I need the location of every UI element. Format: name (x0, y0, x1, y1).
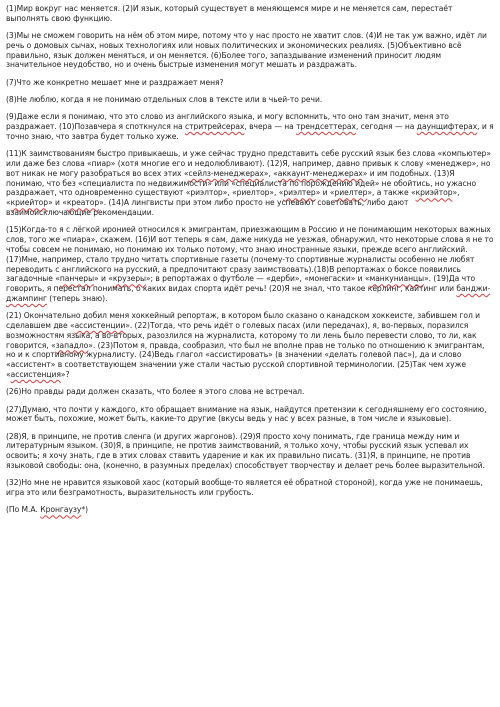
text-segment: ». (14)А лингвисты при этом либо просто не успевают советовать, либо дают взаимоисключающие рекомендации. (6, 198, 409, 218)
text-segment: (21) Окончательно добил меня хоккейный репортаж, в котором было сказано о канадском хоккеисте, забившем гол и сделавшем две « (6, 311, 480, 331)
text-segment: (15)Когда-то я с лёгкой иронией относился к эмигрантам, приезжающим в Россию и не понимающим некоторых важных слов, того же «пиара», скажем. (16)И вот теперь я сам, даже никуда не уезжая, обнаружил, что некоторые слова я не то чтобы совсем не понимаю, но понимаю их только потому, что знаю иностранные языки, прежде всего английский. (17)Мне, например, стало трудно читать спортивные газеты (почему-то спортивные журналисты особенно не любят переводить с английского на русский, а предпочитают сразу заимствовать).(18)В репортажах о боксе появились загадочные « (6, 225, 494, 284)
spellcheck-word: манкунианцы (369, 274, 425, 284)
text-segment: , вчера — на (244, 122, 297, 132)
text-segment: »? (60, 370, 70, 379)
spellcheck-word: криэйтор (415, 188, 453, 198)
spellcheck-word: даунщифтерах (416, 122, 478, 132)
spellcheck-word: сейлз-менеджерах (188, 168, 264, 178)
spellcheck-word: ассистенции (74, 321, 126, 331)
paragraph (6, 225, 495, 303)
text-segment: (11)К заимствованиям быстро привыкаешь, и уже сейчас трудно представить себе русский язык без слова «компьютер» или даже без слова «пиар» (хотя многие его и недолюбливают). (12)Я, например, давно привык к слову «менеджер», но вот никак не могу разобраться во всех этих « (6, 149, 491, 178)
text-segment: (7)Что же конкретно мешает мне и раздражает меня? (6, 77, 224, 87)
paragraph (6, 78, 495, 88)
spellcheck-word: риелтер (334, 188, 368, 198)
paragraph (6, 31, 495, 70)
paragraph (6, 478, 495, 498)
text-segment: (1)Мир вокруг нас меняется. (2)И язык, который существует в меняющемся мире и не меняется сам, перестаёт выполнять свою функцию. (6, 4, 453, 23)
paragraph (6, 4, 495, 24)
spellcheck-word: панчеры (59, 274, 95, 284)
paragraph (6, 311, 495, 380)
text-segment: », « (263, 168, 278, 178)
text-segment: (28)Я, в принципе, не против сленга (и других жаргонов). (29)Я просто хочу понимать, где граница между ним и литературным языком. (30)Я, в принципе, не против заимствований, я только хочу, чтобы русский язык успевал их освоить; я хочу знать, где в этих словах ставить ударение и как их правильно писать. (31)Я, в принципе, не против языковой свободы: она, (конечно, в разумных пределах) способствует творчеству и делает речь более выразительной. (6, 431, 485, 471)
text-segment: » и « (315, 188, 335, 198)
spellcheck-word: западло (55, 340, 89, 350)
text-segment: (теперь знаю). (46, 293, 108, 303)
text-segment: (26)Но правды ради должен сказать, что более я этого слова не встречал. (6, 387, 305, 397)
text-segment: , и я точно знаю, что завтра будет только хуже. (6, 122, 494, 141)
paragraph (6, 432, 495, 471)
text-segment: (27)Думаю, что почти у каждого, кто обращает внимание на язык, найдутся претензии к сегодняшнему его состоянию, может быть, похожие, может быть, какие-то другие (вкусы ведь у нас у всех разные, в том числе и языковые). (6, 404, 487, 424)
text-segment: ». (22)Тогда, что речь идёт о голевых пасах (или передачах), я, во-первых, поразился возможностям языка, а во-вторых, разозлился на журналиста, которому то ли лень было перевести слово, то ли, как говорится, « (6, 321, 477, 350)
text-segment: *) (81, 505, 88, 515)
text-segment: » и им подобных. (13)Я понимаю, что без «специалиста по недвижимости» или «специалиста по порождению идей» не обойтись, но ужасно раздражает, что одновременно существуют «риэлтор», «риелтор», « (6, 168, 477, 198)
spellcheck-word: криейтор (10, 198, 49, 208)
text-segment: », а также « (367, 188, 416, 198)
spellcheck-word: Кронгаузу (40, 505, 82, 515)
text-segment: (32)Но мне не нравится языковой хаос (который вообще-то является её обратной стороной), когда уже не понимаешь, игра это или безграмотность, выразительность или грубость. (6, 478, 483, 498)
paragraph (6, 387, 495, 397)
text-segment: ». (23)Потом я, правда, сообразил, что был не вполне прав не только по отношению к эмигрантам, но и к спортивному журналисту. (24)Ведь глагол «ассистировать» (в значении «делать голевой пас»), да и слово «ассистент» в соответствующем значении уже стали частью русской спортивной терминологии. (25)Так чем хуже « (6, 340, 485, 379)
paragraph (6, 405, 495, 425)
text-segment: » и « (94, 274, 113, 284)
spellcheck-word: стритрейсерах (185, 122, 245, 132)
text-segment: »; в репортажах о футболе — «дерби», «монегаски» и « (145, 274, 370, 284)
author-attribution (6, 505, 495, 515)
text-segment: ». (19)Да что говорить, я перестал понимать, о каких видах спорта идёт речь! (20)Я не знал, что такое кёрлинг, кайтинг или (6, 274, 476, 294)
spellcheck-word: аккаунт-менеджерах (277, 168, 363, 178)
paragraph (6, 112, 495, 141)
text-segment: (8)Не люблю, когда я не понимаю отдельных слов в тексте или в чьей-то речи. (6, 95, 323, 105)
text-segment: (9)Даже если я понимаю, что это слово из английского языка, и могу вспомнить, что оно там значит, меня это раздражает. (10)Позавчера я споткнулся на (6, 112, 449, 132)
paragraph (6, 149, 495, 218)
spellcheck-word: крузеры (112, 274, 146, 284)
text-segment: », « (6, 188, 460, 208)
text-segment: (По М.А. (6, 505, 41, 515)
text-segment: » и « (48, 198, 67, 208)
text-segment: (3)Мы не сможем говорить на нём об этом мире, потому что у нас просто не хватит слов. (4)И не так уж важно, идёт ли речь о домовых сычах, новых технологиях или новых политических и экономических реалиях. (5)Объективно всё правильно, язык должен меняться, и он меняется. (6)Более того, запаздывание изменений приносит людям значительное неудобство, но и очень быстрые изменения могут мешать и раздражать. (6, 31, 487, 70)
spellcheck-word: ассистенция (10, 370, 61, 379)
text-segment: , сегодня — на (355, 122, 417, 132)
paragraph (6, 95, 495, 105)
spellcheck-word: трендсеттерах (296, 122, 356, 132)
spellcheck-word: банджи-джампинг (6, 284, 491, 303)
spellcheck-word: креатор (66, 198, 100, 208)
spellcheck-word: риэлтер (283, 188, 316, 198)
